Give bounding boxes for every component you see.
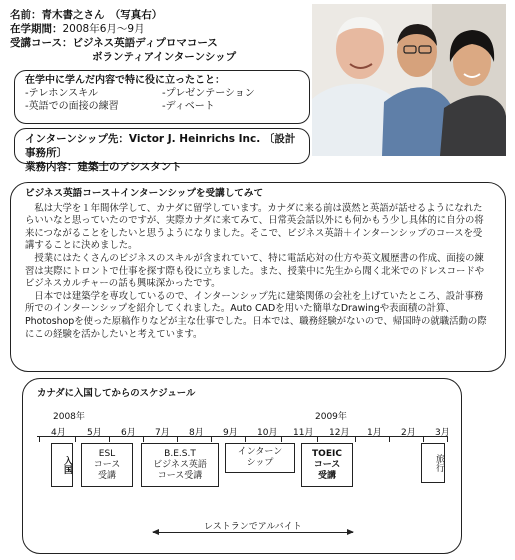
event-best-line: コース受講 — [157, 470, 203, 481]
internship-company-label: インターンシップ先： — [25, 133, 129, 145]
list-item: -英語での面接の練習 — [25, 101, 119, 112]
event-arrival-label: 入国 — [62, 456, 72, 474]
essay-title: ビジネス英語コース＋インターンシップを受講してみて — [25, 188, 264, 199]
event-esl-line: ESL — [98, 448, 116, 459]
month-label: 3月 — [435, 428, 450, 438]
parttime-label: レストランでアルバイト — [201, 519, 305, 532]
student-profile — [10, 8, 310, 64]
timeline-tick — [75, 436, 76, 442]
course-label: 受講コース： — [10, 37, 73, 49]
timeline-tick — [281, 436, 282, 442]
timeline-tick — [389, 436, 390, 442]
timeline-tick — [211, 436, 212, 442]
useful-learnings-box — [14, 70, 310, 124]
useful-learnings-title: 在学中に学んだ内容で特に役に立ったこと： — [25, 75, 225, 86]
essay-box — [10, 182, 506, 372]
period-label: 在学期間： — [10, 23, 63, 35]
month-label: 2月 — [401, 428, 416, 438]
month-label: 1月 — [367, 428, 382, 438]
essay-paragraph: 日本では建築学を専攻しているので、インターンシップ先に建築関係の会社を上げていたところ、設計事務所でのインターンシップを紹介してくれました。Auto CADを用いた簡単なDrawingや表面積の計算、Photoshopを使った原稿作りなどが主な仕事でした。日本では、職務経験がないので、帰国時の就職活動の際にこの経験を活かしたいと考えています。 — [25, 290, 487, 340]
internship-box — [14, 128, 310, 173]
event-internship-line: インターン — [237, 447, 283, 457]
name-value: 青木書之さん （写真右） — [41, 9, 163, 21]
month-label: 7月 — [155, 428, 170, 438]
year-label-2008: 2008年 — [53, 412, 85, 422]
photo-illustration — [312, 4, 506, 156]
month-label: 5月 — [87, 428, 102, 438]
event-toeic-line: 受講 — [317, 470, 336, 481]
event-best — [141, 443, 219, 487]
event-travel — [421, 443, 445, 483]
useful-learnings-list — [25, 87, 299, 113]
essay-paragraph: 授業にはたくさんのビジネスのスキルが含まれていて、特に電話応対の仕方や英文履歴書の作成、面接の練習は実際にトロントで仕事を探す際も役に立ちました。また、授業中に先生から聞く北米でのドレスコードやビジネスカルチャーの話も興味深かったです。 — [25, 252, 485, 290]
timeline-axis — [37, 436, 447, 437]
year-label-2009: 2009年 — [315, 412, 347, 422]
parttime-arrow — [153, 532, 353, 533]
timeline-tick — [447, 436, 448, 442]
event-esl-line: 受講 — [97, 470, 116, 481]
event-toeic-line: コース — [313, 459, 341, 470]
event-travel-label: 旅行 — [434, 454, 444, 472]
event-toeic-line: TOEIC — [312, 448, 342, 459]
event-internship — [225, 443, 295, 473]
course-value-1: ビジネス英語ディプロマコース — [72, 37, 218, 49]
event-toeic — [301, 443, 353, 487]
month-label: 9月 — [223, 428, 238, 438]
name-label: 名前： — [10, 9, 42, 21]
event-best-line: ビジネス英語 — [153, 459, 207, 470]
event-esl-line: コース — [93, 459, 121, 470]
event-best-line: B.E.S.T — [164, 448, 196, 459]
timeline-tick — [355, 436, 356, 442]
course-value-2: ボランティアインターンシップ — [92, 51, 237, 63]
timeline-tick — [39, 436, 40, 442]
student-photo — [312, 4, 506, 156]
timeline-tick — [245, 436, 246, 442]
month-label: 8月 — [189, 428, 204, 438]
timeline-tick — [143, 436, 144, 442]
internship-duty-value: 建築士のアシスタント — [77, 161, 182, 173]
list-item: -テレホンスキル — [25, 88, 99, 99]
month-label: 4月 — [51, 428, 66, 438]
month-label: 10月 — [257, 428, 278, 438]
timeline-tick — [317, 436, 318, 442]
month-label: 6月 — [121, 428, 136, 438]
event-internship-line: シップ — [246, 458, 274, 468]
period-value: 2008年6月～9月 — [62, 23, 145, 35]
schedule-box — [22, 378, 462, 554]
list-item: -プレゼンテーション — [162, 88, 255, 99]
month-label: 11月 — [293, 428, 314, 438]
internship-company-value: Victor J. Heinrichs Inc. 〔設計事務所〕 — [25, 133, 296, 159]
arrow-left-icon — [152, 529, 159, 535]
event-esl — [81, 443, 133, 487]
schedule-title: カナダに入国してからのスケジュール — [37, 388, 196, 399]
arrow-right-icon — [347, 529, 354, 535]
month-label: 12月 — [329, 428, 350, 438]
timeline-tick — [423, 436, 424, 442]
event-arrival — [51, 443, 73, 487]
timeline-tick — [177, 436, 178, 442]
list-item: -ディベート — [162, 101, 215, 112]
internship-duty-label: 業務内容： — [25, 161, 78, 173]
timeline-tick — [109, 436, 110, 442]
essay-paragraph: 私は大学を１年間休学して、カナダに留学しています。カナダに来る前は漠然と英語が話せるようになれたらいいなと思っていたのですが、実際カナダに来てみて、日常英会話以外にも何かもう少し具体的に自分の将来につながることをしたいと思うようになりました。そこで、ビジネス英語＋インターンシップのコースを受講することに決めました。 — [25, 202, 484, 252]
